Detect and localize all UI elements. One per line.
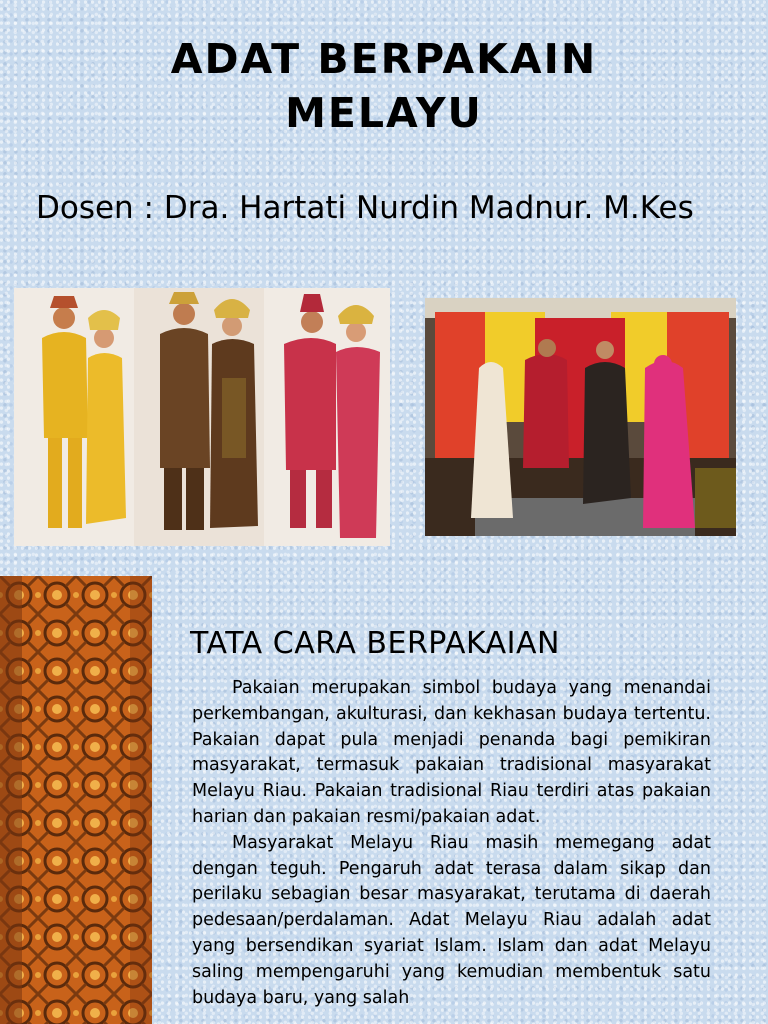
- paragraph-1: Pakaian merupakan simbol budaya yang menandai perkembangan, akulturasi, dan kekhasan budaya tertentu. Pakaian dapat pula menjadi penanda bagi pemikiran masyarakat, termasuk pakaian tradisional masyarakat Melayu Riau. Pakaian tradisional Riau terdiri atas pakaian harian dan pakaian resmi/pakaian adat.: [192, 678, 711, 827]
- title-line-1: ADAT BERPAKAIN: [170, 35, 598, 83]
- body-text: [192, 676, 711, 1011]
- section-heading: TATA CARA BERPAKAIAN: [190, 626, 560, 661]
- lecturer-name: Dosen : Dra. Hartati Nurdin Madnur. M.Kes: [36, 190, 694, 226]
- ceremony-photo: [425, 298, 736, 536]
- paragraph-2: Masyarakat Melayu Riau masih memegang adat dengan teguh. Pengaruh adat terasa dalam sikap dan perilaku sebagian besar masyarakat, terutama di daerah pedesaan/perdalaman. Adat Melayu Riau adalah adat yang bersendikan syariat Islam. Islam dan adat Melayu saling mempengaruhi yang kemudian membentuk satu budaya baru, yang salah: [192, 832, 711, 1008]
- slide-title: [0, 32, 768, 140]
- title-line-2: MELAYU: [285, 89, 483, 137]
- batik-pattern-image: [0, 576, 152, 1024]
- costumes-photo: [14, 288, 390, 546]
